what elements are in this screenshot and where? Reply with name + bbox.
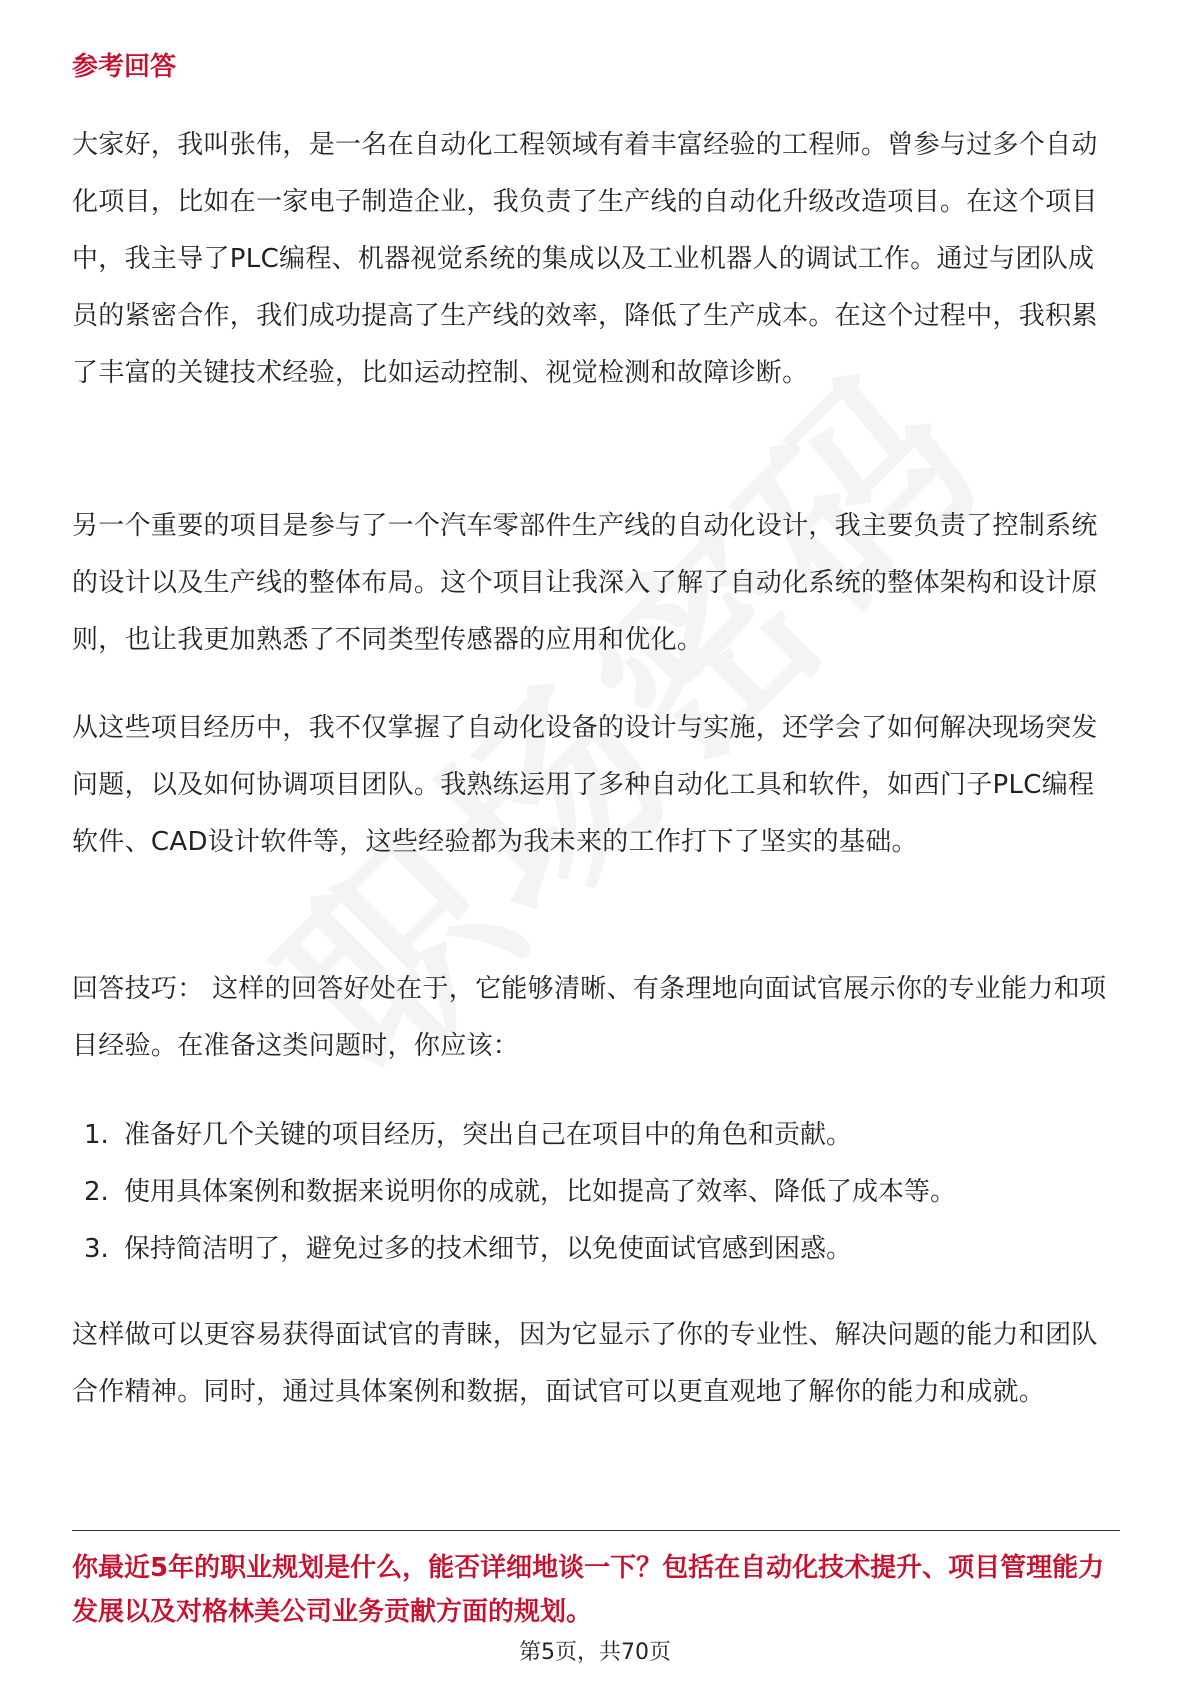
answer-paragraph-1: 大家好，我叫张伟，是一名在自动化工程领域有着丰富经验的工程师。曾参与过多个自动化项目，比如在一家电子制造企业，我负责了生产线的自动化升级改造项目。在这个项目中，我主导了PLC编程、机器视觉系统的集成以及工业机器人的调试工作。通过与团队成员的紧密合作，我们成功提高了生产线的效率，降低了生产成本。在这个过程中，我积累了丰富的关键技术经验，比如运动控制、视觉检测和故障诊断。 xyxy=(72,130,1098,388)
list-item-number: 3. xyxy=(84,1234,109,1264)
list-item-text: 准备好几个关键的项目经历，突出自己在项目中的角色和贡献。 xyxy=(124,1120,853,1150)
answer-paragraph-2: 另一个重要的项目是参与了一个汽车零部件生产线的自动化设计，我主要负责了控制系统的设计以及生产线的整体布局。这个项目让我深入了解了自动化系统的整体架构和设计原则，也让我更加熟悉了不同类型传感器的应用和优化。 xyxy=(72,511,1098,655)
list-item-text: 使用具体案例和数据来说明你的成就，比如提高了效率、降低了成本等。 xyxy=(124,1177,957,1207)
answer-tips-intro: 回答技巧： 这样的回答好处在于，它能够清晰、有条理地向面试官展示你的专业能力和项目经验。在准备这类问题时，你应该： xyxy=(72,974,1107,1061)
section-divider xyxy=(72,1530,1120,1531)
tips-list xyxy=(72,1107,1120,1278)
answer-paragraph-conclusion: 这样做可以更容易获得面试官的青睐，因为它显示了你的专业性、解决问题的能力和团队合作精神。同时，通过具体案例和数据，面试官可以更直观地了解你的能力和成就。 xyxy=(72,1320,1098,1407)
list-item-number: 2. xyxy=(84,1177,109,1207)
list-item-number: 1. xyxy=(84,1120,109,1150)
next-question: 你最近5年的职业规划是什么，能否详细地谈一下？包括在自动化技术提升、项目管理能力发展以及对格林美公司业务贡献方面的规划。 xyxy=(72,1553,1105,1627)
list-item-text: 保持简洁明了，避免过多的技术细节，以免使面试官感到困惑。 xyxy=(124,1234,853,1264)
list-item xyxy=(72,1164,1120,1221)
list-item xyxy=(72,1107,1120,1164)
list-item xyxy=(72,1221,1120,1278)
answer-paragraph-3: 从这些项目经历中，我不仅掌握了自动化设备的设计与实施，还学会了如何解决现场突发问题，以及如何协调项目团队。我熟练运用了多种自动化工具和软件，如西门子PLC编程软件、CAD设计软件等，这些经验都为我未来的工作打下了坚实的基础。 xyxy=(72,713,1098,857)
section-title: 参考回答 xyxy=(72,52,177,82)
page-number: 第5页，共70页 xyxy=(519,1640,671,1665)
